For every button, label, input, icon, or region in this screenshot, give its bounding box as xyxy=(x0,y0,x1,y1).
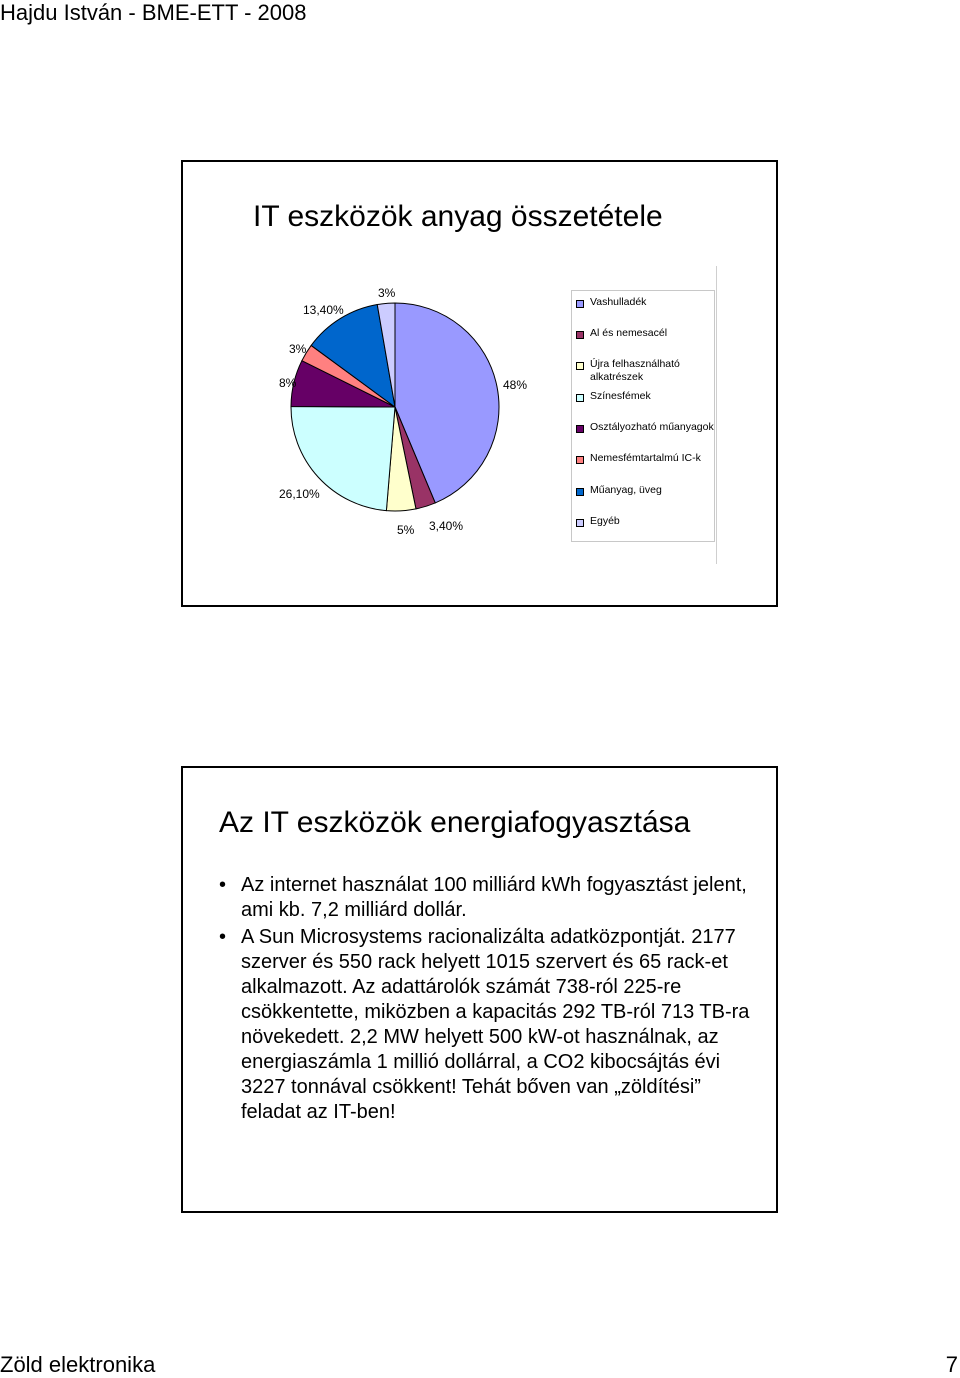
bullet-symbol: • xyxy=(219,926,227,948)
pie-data-label: 8% xyxy=(279,376,297,390)
slide-title: IT eszközök anyag összetétele xyxy=(253,200,663,233)
pie-data-label: 48% xyxy=(503,378,528,392)
legend-swatch xyxy=(576,488,584,496)
pie-data-label: 5% xyxy=(397,523,415,537)
legend-label: Színesfémek xyxy=(590,390,651,402)
page-number: 7 xyxy=(945,1352,958,1377)
pie-data-label: 3% xyxy=(289,342,307,356)
legend-swatch xyxy=(576,300,584,308)
legend-swatch xyxy=(576,331,584,339)
legend-swatch xyxy=(576,456,584,464)
legend-swatch xyxy=(576,519,584,527)
legend-label: Al és nemesacél xyxy=(590,327,668,339)
bullet-symbol: • xyxy=(219,874,227,896)
pie-data-label: 3% xyxy=(378,286,396,300)
pie-data-label: 3,40% xyxy=(429,519,464,533)
pie-data-label: 26,10% xyxy=(279,487,320,501)
legend-label: Nemesfémtartalmú IC-k xyxy=(590,452,701,464)
legend-swatch xyxy=(576,362,584,370)
pie-data-label: 13,40% xyxy=(303,303,344,317)
slide-material-composition xyxy=(181,160,778,607)
bullet-text: Az internet használat 100 milliárd kWh fogyasztást jelent, ami kb. 7,2 milliárd dollár. xyxy=(241,874,747,921)
legend-label: Újra felhasználható alkatrészek xyxy=(590,358,680,383)
page-header: Hajdu István - BME-ETT - 2008 xyxy=(0,0,307,25)
legend-label: Egyéb xyxy=(590,515,620,527)
legend-label: Osztályozható műanyagok xyxy=(590,421,714,433)
footer-title: Zöld elektronika xyxy=(0,1352,156,1377)
bullet-item xyxy=(219,925,759,1125)
bullet-text: A Sun Microsystems racionalizálta adatközpontját. 2177 szerver és 550 rack helyett 1015 szervert és 65 rack-et alkalmazott. Az adattárolók számát 738-ról 225-re csökkentette, miközben a kapacitás 292 TB-ról 713 TB-ra növekedett. 2,2 MW helyett 500 kW-ot használnak, az energiaszámla 1 millió dollárral, a CO2 kibocsájtás évi 3227 tonnával csökkent! Tehát bőven van „zöldítési” feladat az IT-ben! xyxy=(241,926,750,1123)
slide-title: Az IT eszközök energiafogyasztása xyxy=(219,806,691,839)
legend-swatch xyxy=(576,394,584,402)
bullet-list xyxy=(219,873,759,1127)
slide-energy-consumption xyxy=(181,766,778,1213)
legend-swatch xyxy=(576,425,584,433)
legend-label: Vashulladék xyxy=(590,296,647,308)
chart-legend xyxy=(571,290,715,542)
bullet-item xyxy=(219,873,759,923)
legend-label: Műanyag, üveg xyxy=(590,484,662,496)
